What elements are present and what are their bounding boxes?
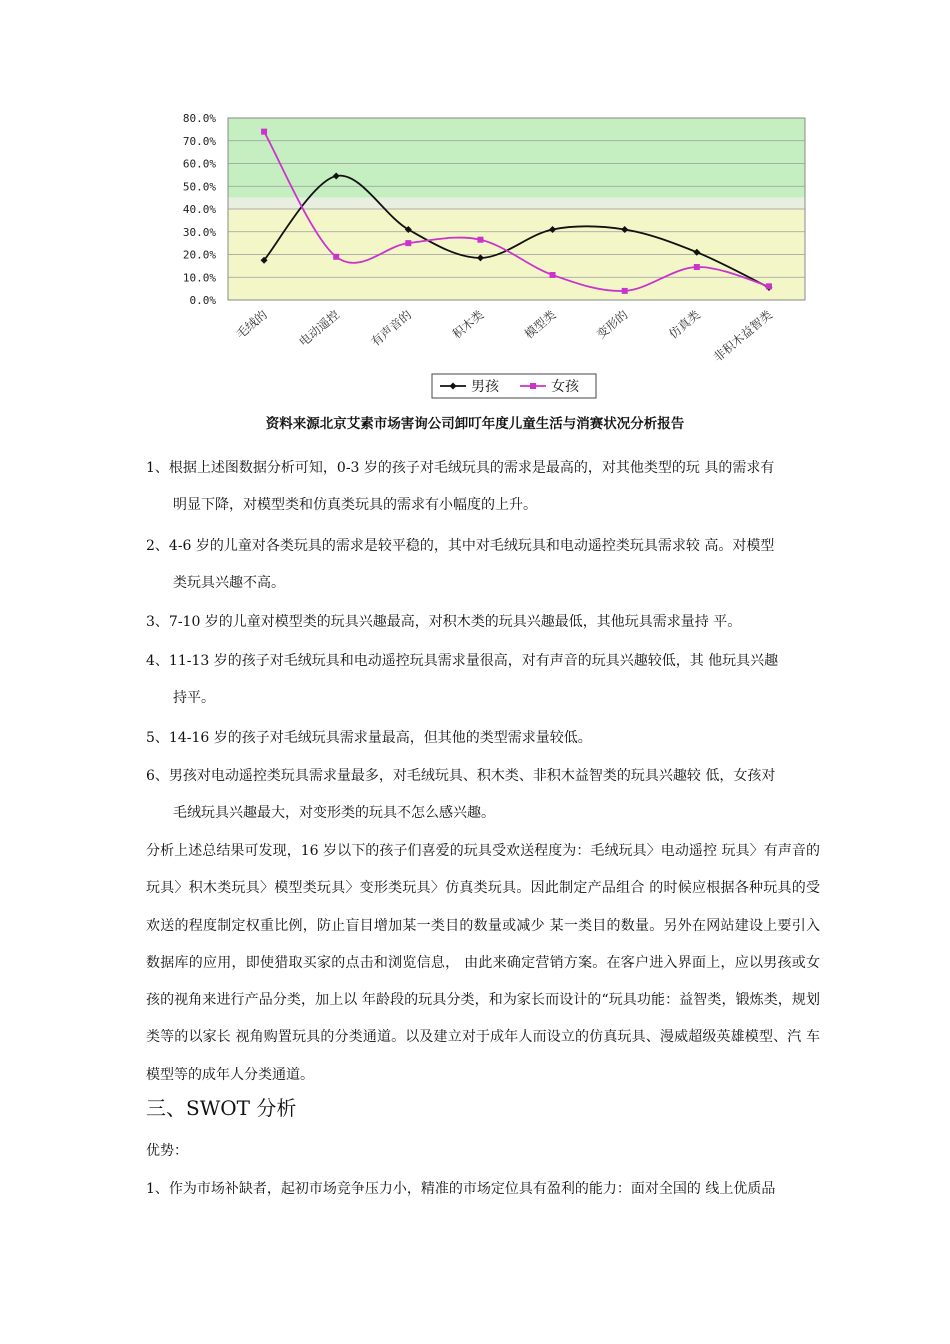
list-item-line: 1、根据上述图数据分析可知，0-3 岁的孩子对毛绒玩具的需求是最高的，对其他类型的玩 具的需求有 [146, 460, 775, 476]
summary-paragraph: 分析上述总结果可发现，16 岁以下的孩子们喜爱的玩具受欢送程度为：毛绒玩具〉电动遥控 玩具〉有声音的玩具〉积木类玩具〉模型类玩具〉变形类玩具〉仿真类玩具。因此制定产品组合 的时候应根据各种玩具的受欢送的程度制定权重比例，防止盲目增加某一类目的数量或减少 某一类目的数量。另外在网站建设上要引入数据库的应用，即使猎取买家的点击和浏览信息， 由此来确定营销方案。在客户进入界面上，应以男孩或女孩的视角来进行产品分类，加上以 年龄段的玩具分类，和为家长而设计的“玩具功能：益智类，锻炼类，规划类等的以家长 视角购置玩具的分类通道。以及建立对于成年人而设立的仿真玩具、漫威超级英雄模型、汽 车模型等的成年人分类通道。 [146, 843, 820, 1083]
x-tick-label: 非积木益智类 [710, 307, 775, 365]
list-item [146, 758, 818, 832]
list-item [146, 604, 818, 641]
legend-label: 女孩 [551, 379, 579, 395]
band-mid [228, 198, 805, 209]
data-point [766, 283, 772, 289]
x-tick-label: 变形的 [594, 307, 631, 342]
list-item [146, 528, 818, 602]
legend-label: 男孩 [471, 379, 499, 395]
y-tick-label: 20.0% [182, 248, 216, 262]
y-tick-label: 10.0% [182, 271, 216, 285]
x-tick-label: 仿真类 [666, 307, 703, 342]
legend-marker [530, 383, 536, 389]
legend [432, 374, 596, 398]
list-item-line: 6、男孩对电动遥控类玩具需求量最多，对毛绒玩具、积木类、非积木益智类的玩具兴趣较 低，女孩对 [146, 768, 776, 784]
advantage-item: 1、作为市场补缺者，起初市场竞争压力小，精准的市场定位具有盈利的能力：面对全国的 线上优质品 [146, 1181, 776, 1197]
list-item-line: 3、7-10 岁的儿童对模型类的玩具兴趣最高，对积木类的玩具兴趣最低，其他玩具需求量持 平。 [146, 614, 742, 630]
y-tick-label: 60.0% [182, 157, 216, 171]
list-item-continuation: 明显下降，对模型类和仿真类玩具的需求有小幅度的上升。 [173, 497, 537, 513]
y-tick-label: 70.0% [182, 134, 216, 148]
list-item-line: 5、14-16 岁的孩子对毛绒玩具需求量最高，但其他的类型需求量较低。 [146, 730, 592, 746]
data-point [405, 240, 411, 246]
data-point [261, 129, 267, 135]
list-item [146, 720, 818, 757]
y-tick-label: 50.0% [182, 180, 216, 194]
advantage-label: 优势： [146, 1143, 188, 1159]
chart-caption: 资料来源北京艾素市场害询公司卸叮年度儿童生活与消赛状况分析报告 [265, 416, 685, 432]
section-heading: 三、SWOT 分析 [146, 1096, 297, 1120]
list-item-line: 4、11-13 岁的孩子对毛绒玩具和电动遥控玩具需求量很高，对有声音的玩具兴趣较低，其 他玩具兴趣 [146, 653, 779, 669]
x-tick-label: 电动遥控 [296, 307, 343, 350]
band-high [228, 118, 805, 198]
x-tick-label: 模型类 [521, 307, 559, 342]
x-axis [233, 307, 775, 365]
x-tick-label: 积木类 [449, 307, 487, 342]
data-point [622, 288, 628, 294]
list-item-continuation: 持平。 [173, 690, 215, 706]
line-chart [140, 100, 820, 400]
data-point [477, 237, 483, 243]
data-point [550, 272, 556, 278]
data-point [694, 264, 700, 270]
y-tick-label: 80.0% [182, 112, 216, 125]
y-tick-label: 30.0% [182, 225, 216, 239]
y-tick-label: 40.0% [182, 203, 216, 216]
x-tick-label: 毛绒的 [233, 307, 270, 342]
data-point [333, 254, 339, 260]
x-tick-label: 有声音的 [368, 307, 415, 350]
list-item [146, 643, 818, 717]
list-item [146, 450, 818, 524]
y-tick-label: 0.0% [189, 294, 216, 307]
list-item-line: 2、4-6 岁的儿童对各类玩具的需求是较平稳的，其中对毛绒玩具和电动遥控类玩具需求较 高。对模型 [146, 538, 775, 554]
list-item-continuation: 类玩具兴趣不高。 [173, 575, 285, 591]
y-axis [183, 112, 216, 307]
list-item-continuation: 毛绒玩具兴趣最大，对变形类的玩具不怎么感兴趣。 [173, 805, 495, 821]
